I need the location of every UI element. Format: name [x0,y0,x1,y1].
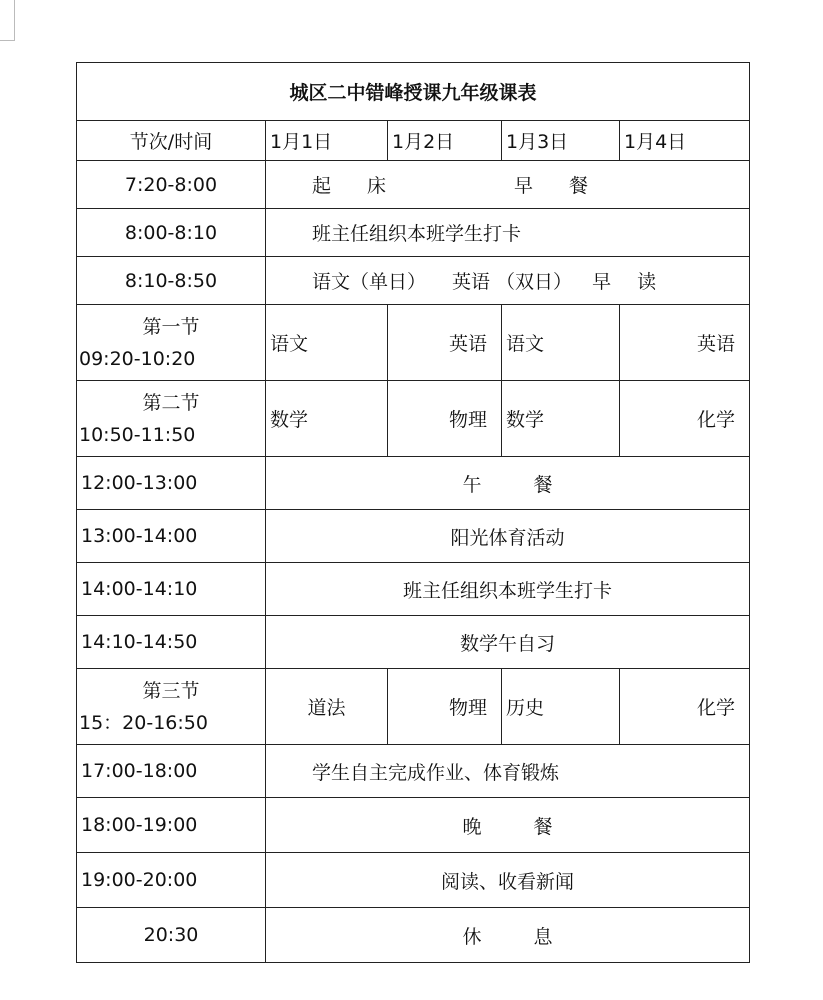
period-cell [77,305,266,381]
table-row [77,908,750,963]
period-cell [77,669,266,745]
time-cell: 7:20-8:00 [77,161,266,209]
subject-cell: 数学 [266,381,388,457]
activity-cell [266,457,750,510]
time-cell: 8:10-8:50 [77,257,266,305]
date-header-3: 1月3日 [502,121,620,161]
subject-cell: 英语 [388,305,502,381]
period-row [77,305,750,381]
activity-cell: 数学午自习 [266,616,750,669]
subject-cell: 语文 [266,305,388,381]
page-corner-mark [0,0,15,41]
date-header-1: 1月1日 [266,121,388,161]
activity-cell: 班主任组织本班学生打卡 [266,209,750,257]
table-row [77,209,750,257]
time-cell: 20:30 [77,908,266,963]
activity-text: 息 [533,925,553,948]
time-cell: 8:00-8:10 [77,209,266,257]
activity-text: 英语 （双日） [452,271,573,293]
subject-cell: 道法 [266,669,388,745]
subject-cell: 化学 [620,669,750,745]
period-time: 10:50-11:50 [79,423,196,446]
table-row [77,563,750,616]
table-row [77,510,750,563]
time-column-header: 节次/时间 [77,121,266,161]
time-cell: 13:00-14:00 [77,510,266,563]
period-cell [77,381,266,457]
period-row [77,381,750,457]
activity-cell [266,161,750,209]
subject-cell: 化学 [620,381,750,457]
activity-cell [266,908,750,963]
subject-cell: 物理 [388,381,502,457]
period-label: 第一节 [142,315,200,338]
schedule-table [76,62,750,963]
table-row [77,798,750,853]
period-label: 第三节 [142,679,200,702]
activity-cell [266,798,750,853]
period-time: 15：20-16:50 [79,711,208,734]
activity-cell: 阅读、收看新闻 [266,853,750,908]
activity-text: 读 [637,271,657,293]
date-header-2: 1月2日 [388,121,502,161]
table-row [77,161,750,209]
activity-text: 起 [312,175,332,197]
activity-cell: 班主任组织本班学生打卡 [266,563,750,616]
activity-text: 晚 [462,815,482,838]
activity-cell [266,257,750,305]
subject-cell: 物理 [388,669,502,745]
time-cell: 17:00-18:00 [77,745,266,798]
subject-cell: 英语 [620,305,750,381]
schedule-title: 城区二中错峰授课九年级课表 [77,63,750,121]
period-time: 09:20-10:20 [79,347,196,370]
activity-text: 餐 [533,473,553,496]
period-row [77,669,750,745]
table-row [77,616,750,669]
time-cell: 19:00-20:00 [77,853,266,908]
activity-text: 床 [367,175,387,197]
table-row [77,745,750,798]
subject-cell: 数学 [502,381,620,457]
table-row [77,257,750,305]
activity-cell: 阳光体育活动 [266,510,750,563]
time-cell: 14:00-14:10 [77,563,266,616]
activity-text: 餐 [533,815,553,838]
subject-cell: 语文 [502,305,620,381]
activity-text: 午 [462,473,482,496]
table-row [77,457,750,510]
time-cell: 18:00-19:00 [77,798,266,853]
activity-text: 早 [592,271,612,293]
date-header-4: 1月4日 [620,121,750,161]
activity-text: 早 [514,175,534,197]
title-row [77,63,750,121]
header-row [77,121,750,161]
time-cell: 14:10-14:50 [77,616,266,669]
activity-cell: 学生自主完成作业、体育锻炼 [266,745,750,798]
table-row [77,853,750,908]
time-cell: 12:00-13:00 [77,457,266,510]
period-label: 第二节 [142,391,200,414]
activity-text: 语文（单日） [312,271,427,293]
activity-text: 餐 [569,175,589,197]
subject-cell: 历史 [502,669,620,745]
activity-text: 休 [462,925,482,948]
